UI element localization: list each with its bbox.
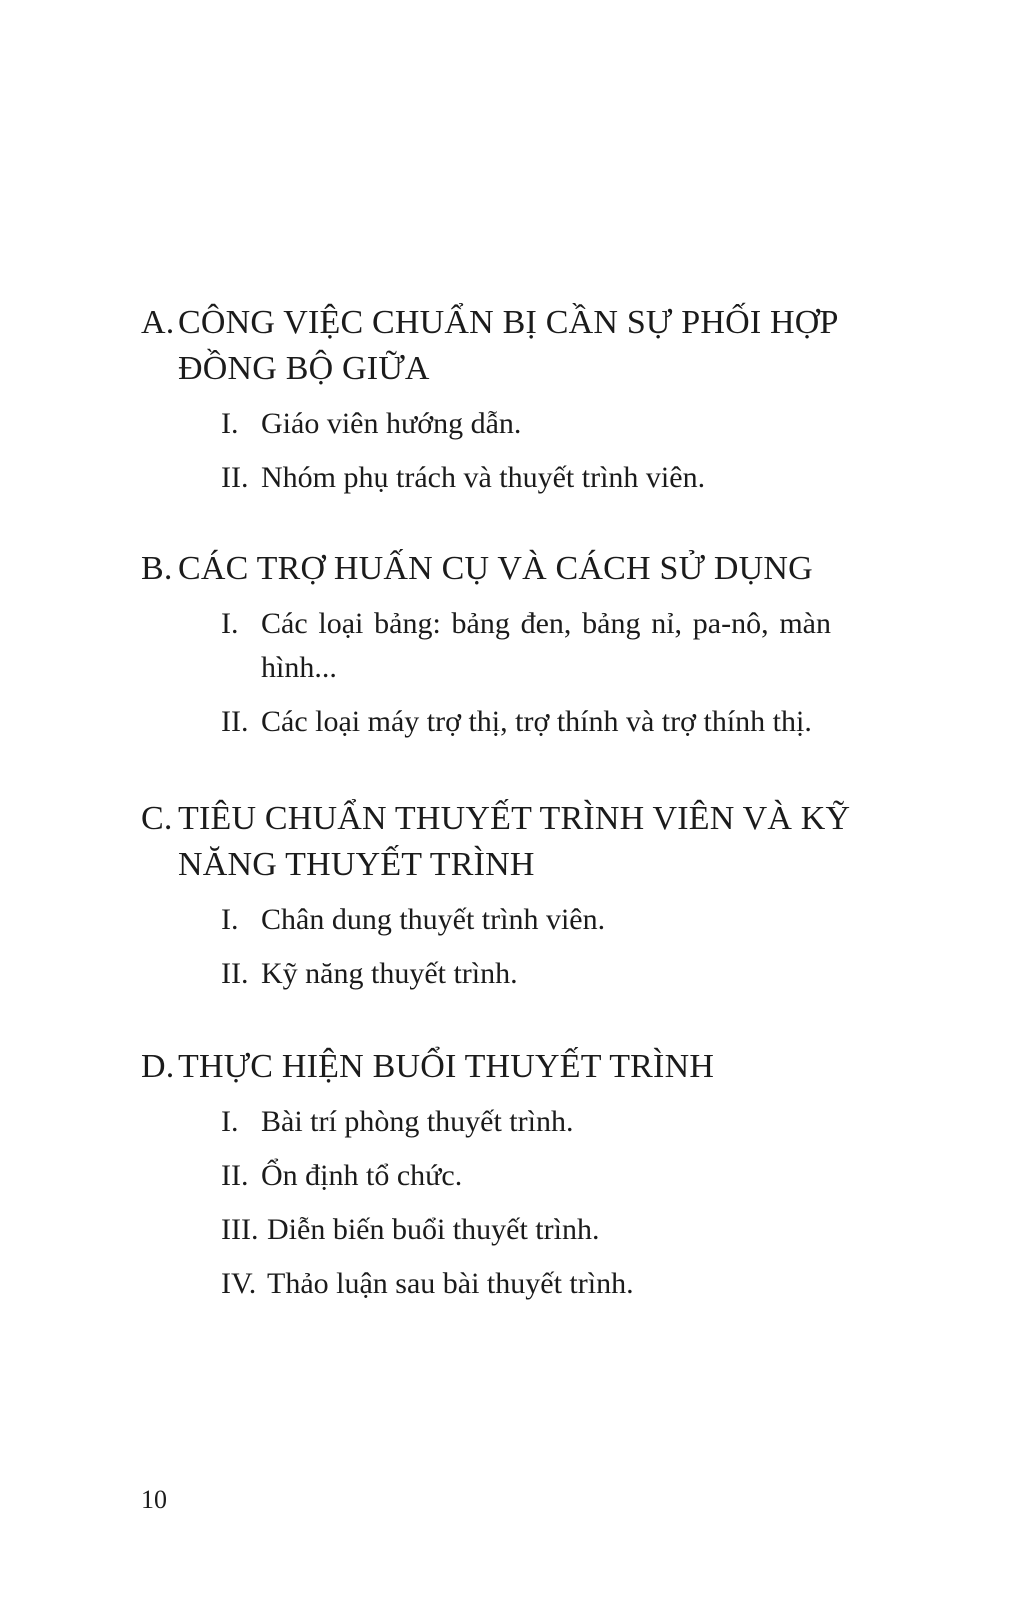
item-number: IV. <box>221 1267 257 1300</box>
list-item <box>221 1208 861 1252</box>
item-number: II. <box>221 461 249 494</box>
item-text: Thảo luận sau bài thuyết trình. <box>267 1267 634 1300</box>
section-title: TIÊU CHUẨN THUYẾT TRÌNH VIÊN VÀ KỸ NĂNG THUYẾT TRÌNH <box>178 800 851 883</box>
item-text: Chân dung thuyết trình viên. <box>261 903 606 936</box>
section-title: CÔNG VIỆC CHUẨN BỊ CẦN SỰ PHỐI HỢP ĐỒNG BỘ GIỮA <box>178 304 838 387</box>
page-number: 10 <box>141 1485 167 1514</box>
item-text: Ổn định tổ chức. <box>261 1159 463 1192</box>
list-item <box>221 402 861 446</box>
list-item <box>221 952 861 996</box>
section-b-items <box>141 602 861 744</box>
item-text: Các loại bảng: bảng đen, bảng nỉ, pa-nô, màn hình... <box>261 607 831 684</box>
item-number: II. <box>221 957 249 990</box>
section-title: THỰC HIỆN BUỔI THUYẾT TRÌNH <box>178 1048 715 1085</box>
section-c-items <box>141 898 861 996</box>
list-item <box>221 1262 861 1306</box>
section-c <box>141 796 861 996</box>
section-title: CÁC TRỢ HUẤN CỤ VÀ CÁCH SỬ DỤNG <box>178 550 813 587</box>
section-b-heading <box>141 546 861 592</box>
item-number: I. <box>221 903 239 936</box>
section-c-heading <box>141 796 861 888</box>
item-number: II. <box>221 1159 249 1192</box>
section-letter: C. <box>141 800 173 837</box>
item-text: Bài trí phòng thuyết trình. <box>261 1105 574 1138</box>
section-letter: D. <box>141 1048 175 1085</box>
list-item <box>221 602 861 690</box>
section-d-heading <box>141 1044 861 1090</box>
list-item <box>221 700 861 744</box>
section-d <box>141 1044 861 1306</box>
section-a-heading <box>141 300 861 392</box>
item-number: I. <box>221 407 239 440</box>
item-number: I. <box>221 1105 239 1138</box>
list-item <box>221 456 861 500</box>
item-text: Nhóm phụ trách và thuyết trình viên. <box>261 461 706 494</box>
item-number: II. <box>221 705 249 738</box>
item-text: Kỹ năng thuyết trình. <box>261 957 518 990</box>
section-letter: B. <box>141 550 173 587</box>
item-text: Diễn biến buổi thuyết trình. <box>267 1213 600 1246</box>
section-a-items <box>141 402 861 500</box>
item-text: Giáo viên hướng dẫn. <box>261 407 522 440</box>
list-item <box>221 898 861 942</box>
section-letter: A. <box>141 304 175 341</box>
section-b <box>141 546 861 744</box>
list-item <box>221 1100 861 1144</box>
section-d-items <box>141 1100 861 1306</box>
list-item <box>221 1154 861 1198</box>
item-number: I. <box>221 607 239 640</box>
section-a <box>141 300 861 500</box>
item-text: Các loại máy trợ thị, trợ thính và trợ thính thị. <box>261 705 812 738</box>
item-number: III. <box>221 1213 259 1246</box>
